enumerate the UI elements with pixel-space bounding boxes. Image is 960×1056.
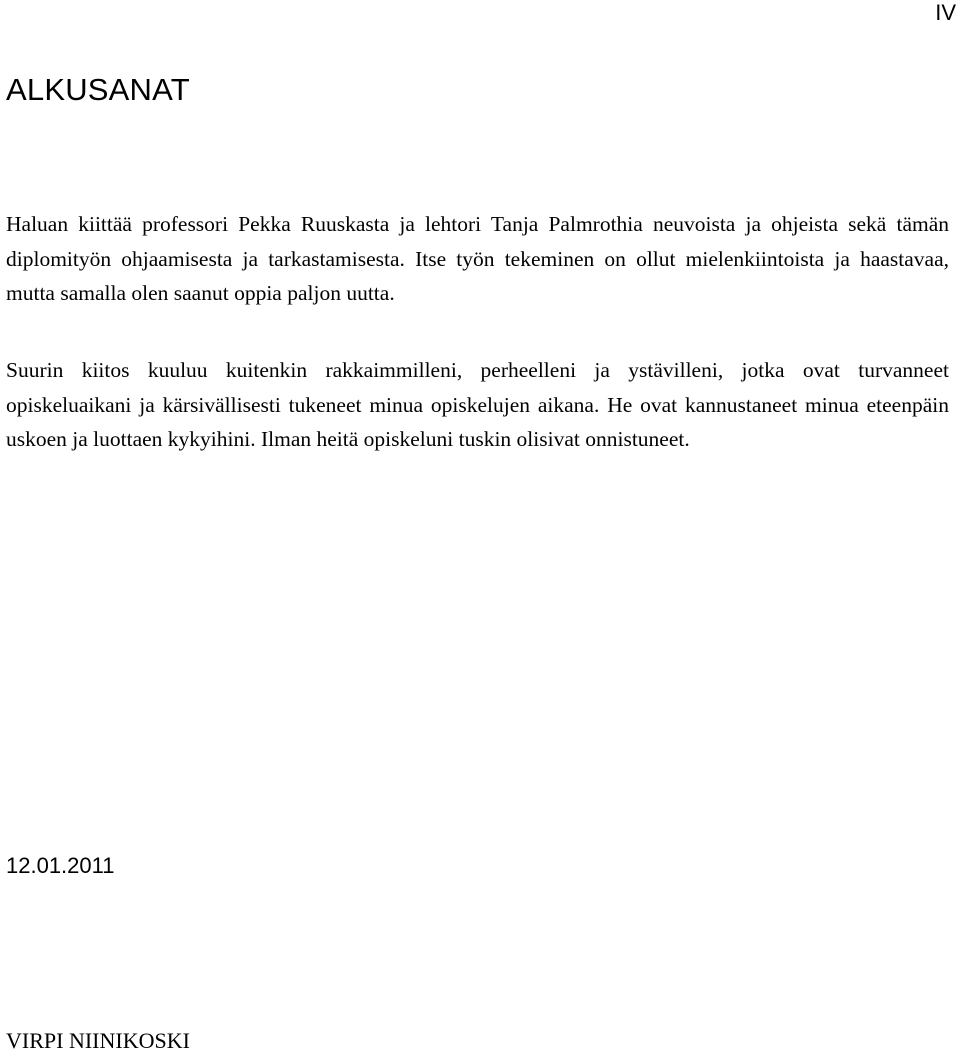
page-number: IV: [935, 0, 956, 25]
author-name: VIRPI NIINIKOSKI: [6, 1028, 190, 1053]
paragraph-acknowledgement-supervisors: Haluan kiittää professori Pekka Ruuskasta ja lehtori Tanja Palmrothia neuvoista ja ohjeista sekä tämän diplomityön ohjaamisesta ja tarkastamisesta. Itse työn tekeminen on ollut mielenkiintoista ja haastavaa, mutta samalla olen saanut oppia paljon uutta.: [6, 212, 949, 305]
paragraph-acknowledgement-family: Suurin kiitos kuuluu kuitenkin rakkaimmilleni, perheelleni ja ystävilleni, jotka ovat turvanneet opiskeluaikani ja kärsivällisesti tukeneet minua opiskelujen aikana. He ovat kannustaneet minua eteenpäin uskoen ja luottaen kykyihini. Ilman heitä opiskeluni tuskin olisivat onnistuneet.: [6, 358, 949, 451]
date: 12.01.2011: [6, 853, 115, 878]
page-title: ALKUSANAT: [6, 72, 190, 107]
